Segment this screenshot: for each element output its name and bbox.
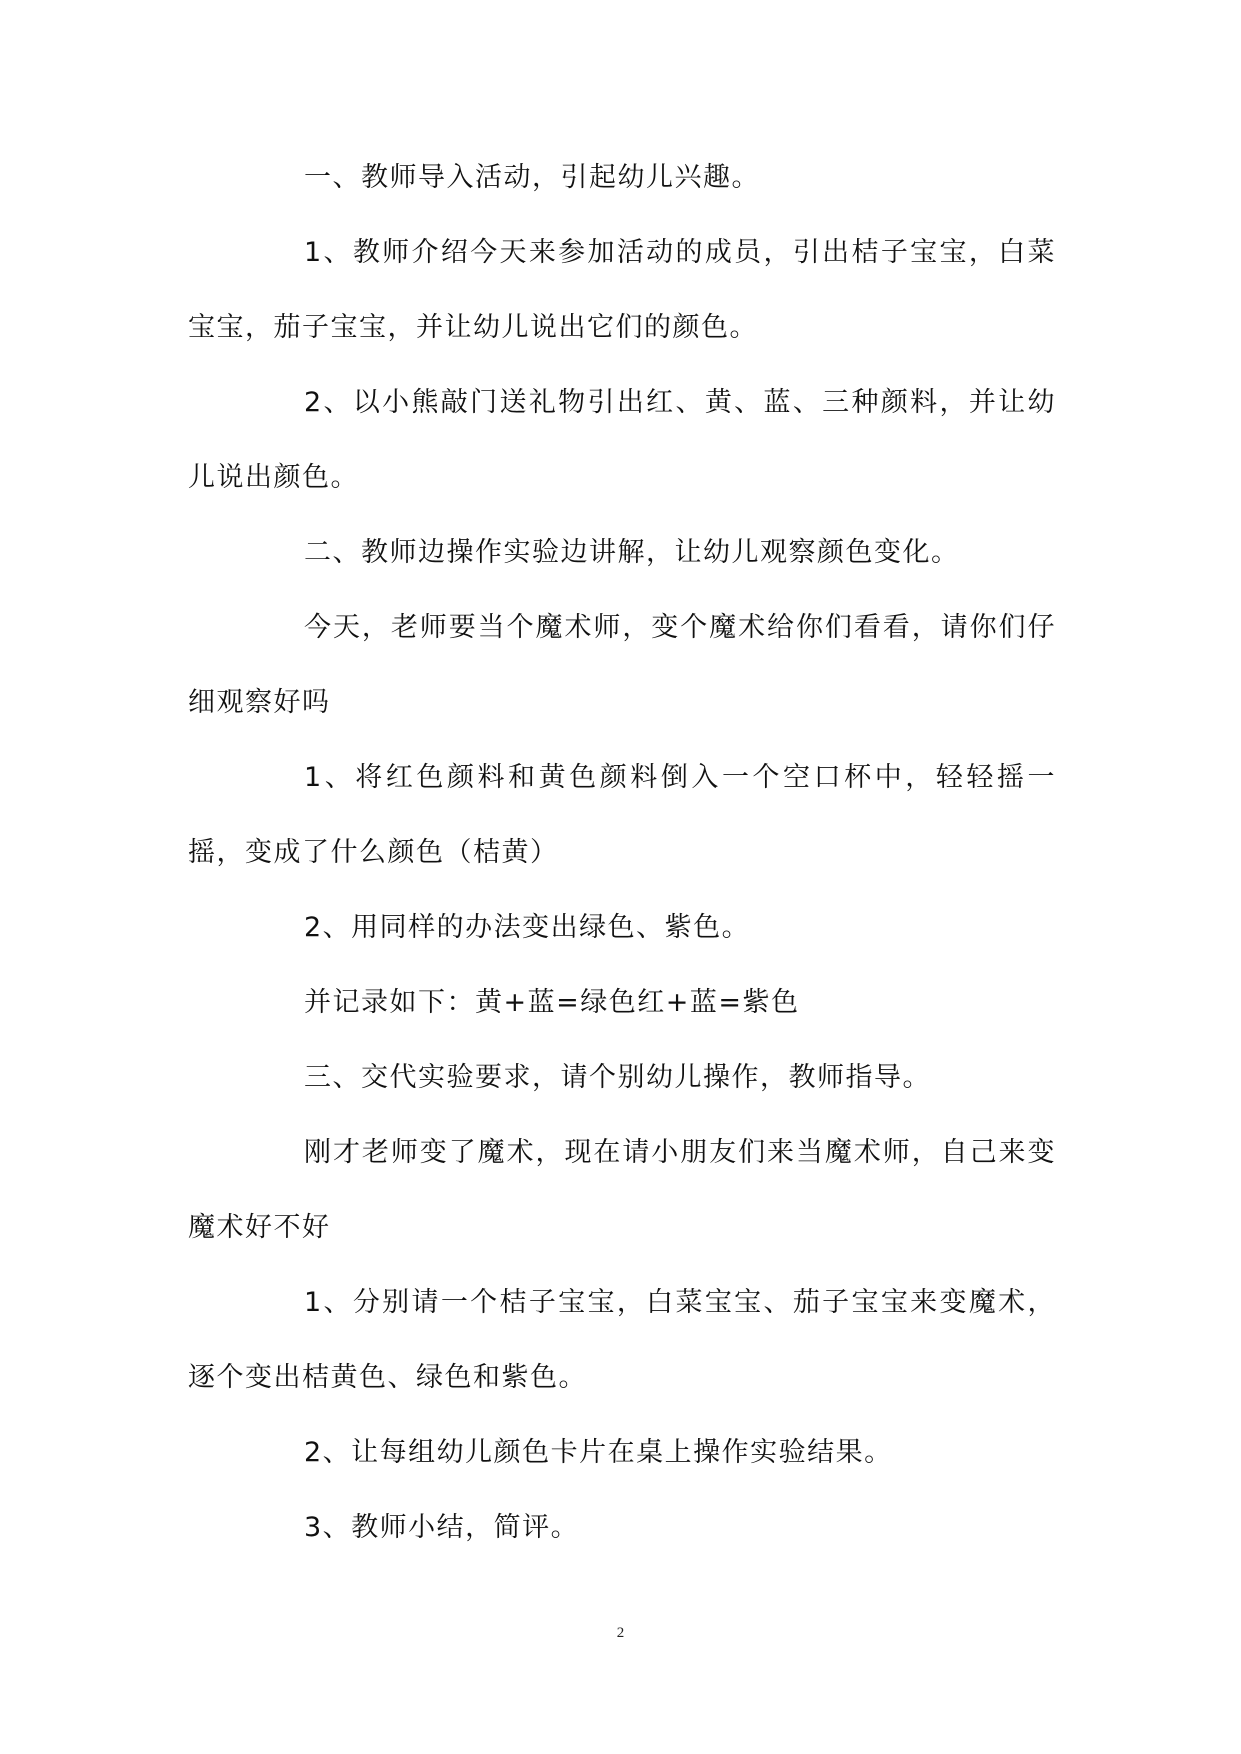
paragraph-step-3-3: 3、教师小结，简评。 <box>304 1512 580 1543</box>
paragraph-step-1-2: 2、以小熊敲门送礼物引出红、黄、蓝、三种颜料，并让幼儿说出颜色。 <box>188 387 1056 493</box>
heading-section-2: 二、教师边操作实验边讲解，让幼儿观察颜色变化。 <box>304 537 960 568</box>
paragraph-step-2-1: 1、将红色颜料和黄色颜料倒入一个空口杯中，轻轻摇一摇，变成了什么颜色（桔黄） <box>188 762 1056 868</box>
paragraph-intro-2: 今天，老师要当个魔术师，变个魔术给你们看看，请你们仔细观察好吗 <box>188 612 1056 718</box>
heading-section-3: 三、交代实验要求，请个别幼儿操作，教师指导。 <box>304 1062 931 1093</box>
paragraph-record: 并记录如下：黄+蓝=绿色红+蓝=紫色 <box>304 987 800 1018</box>
paragraph-step-3-2: 2、让每组幼儿颜色卡片在桌上操作实验结果。 <box>304 1437 893 1468</box>
page-number: 2 <box>616 1625 625 1641</box>
heading-section-1: 一、教师导入活动，引起幼儿兴趣。 <box>304 162 760 193</box>
document-body <box>188 140 1056 1565</box>
paragraph-step-3-1: 1、分别请一个桔子宝宝，白菜宝宝、茄子宝宝来变魔术，逐个变出桔黄色、绿色和紫色。 <box>188 1287 1056 1393</box>
paragraph-intro-3: 刚才老师变了魔术，现在请小朋友们来当魔术师，自己来变魔术好不好 <box>188 1137 1056 1243</box>
paragraph-step-2-2: 2、用同样的办法变出绿色、紫色。 <box>304 912 751 943</box>
paragraph-step-1-1: 1、教师介绍今天来参加活动的成员，引出桔子宝宝，白菜宝宝，茄子宝宝，并让幼儿说出它们的颜色。 <box>188 237 1056 343</box>
